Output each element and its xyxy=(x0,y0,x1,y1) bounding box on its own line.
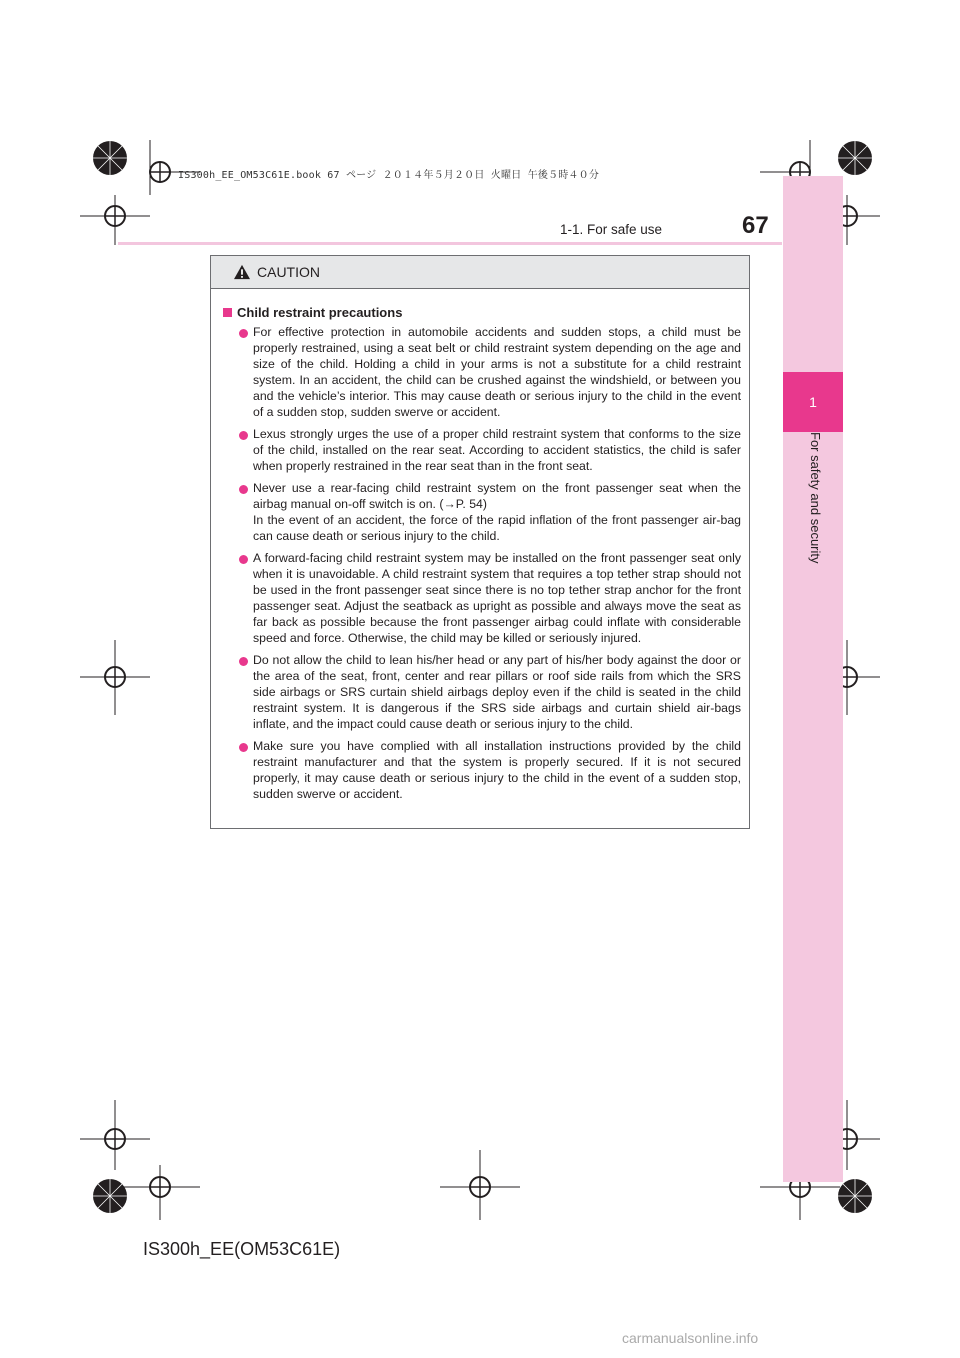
caution-body xyxy=(211,289,749,802)
caution-subhead-text: Child restraint precautions xyxy=(237,305,403,320)
caution-header xyxy=(211,256,749,289)
caution-item xyxy=(239,426,741,474)
section-title: 1-1. For safe use xyxy=(560,222,663,237)
caution-subhead xyxy=(223,305,741,320)
caution-item-text: A forward-facing child restraint system may be installed on the front passenger seat only when it is unavoidable. A child restraint system that requires a top tether strap should not be used in the front passenger seat since there is no top tether strap anchor for the front passenger seat. Adjust the seatback as upright as possible and always move the seat as far back as possible because the front passenger airbag could inflate with considerable speed and force. Otherwise, the child may be killed or seriously injured. xyxy=(253,551,741,645)
caution-item xyxy=(239,480,741,544)
bullet-icon xyxy=(239,329,248,338)
caution-item xyxy=(239,550,741,646)
caution-item-text: Never use a rear-facing child restraint system on the front passenger seat when the airbag manual on-off switch is on. (→P. 54) xyxy=(253,481,741,511)
chapter-title-vertical xyxy=(805,432,825,592)
header-divider xyxy=(118,242,782,245)
caution-item xyxy=(239,652,741,732)
square-bullet-icon xyxy=(223,308,232,317)
bullet-icon xyxy=(239,555,248,564)
caution-item-text: Lexus strongly urges the use of a proper child restraint system that conforms to the size of the child, installed on the rear seat. According to accident statistics, the child is safer when properly restrained in the rear seat than in the front seat. xyxy=(253,427,741,473)
print-header: IS300h_EE_OM53C61E.book 67 ページ ２０１４年５月２０日 火曜日 午後５時４０分 xyxy=(178,170,600,181)
warning-triangle-icon xyxy=(233,264,251,280)
caution-title: CAUTION xyxy=(257,264,320,280)
bullet-icon xyxy=(239,743,248,752)
chapter-number-tab: 1 xyxy=(783,372,843,432)
caution-item-text: Do not allow the child to lean his/her head or any part of his/her body against the door or the area of the seat, front, center and rear pillars or roof side rails from which the SRS side airbags or SRS curtain shield airbags deploy even if the child is seated in the child restraint system. It is dangerous if the SRS side airbags and curtain shield air-bags inflate, and the impact could cause death or serious injury to the child. xyxy=(253,653,741,731)
bullet-icon xyxy=(239,431,248,440)
caution-item xyxy=(239,738,741,802)
caution-item-text: Make sure you have complied with all installation instructions provided by the child restraint manufacturer and that the system is properly secured. If it is not secured properly, it may cause death or serious injury to the child in the event of a sudden stop, sudden swerve or accident. xyxy=(253,739,741,801)
model-code: IS300h_EE(OM53C61E) xyxy=(143,1239,341,1259)
caution-item xyxy=(239,324,741,420)
bullet-icon xyxy=(239,485,248,494)
page-number: 67 xyxy=(742,212,769,239)
chapter-side-strip xyxy=(783,176,843,1182)
chapter-title: For safety and security xyxy=(808,432,823,564)
watermark: carmanualsonline.info xyxy=(622,1330,759,1346)
caution-box xyxy=(210,255,750,829)
bullet-icon xyxy=(239,657,248,666)
caution-item-text: For effective protection in automobile accidents and sudden stops, a child must be properly restrained, using a seat belt or child restraint system depending on the age and size of the child. Holding a child in your arms is not a substitute for a child restraint system. In an accident, the child can be crushed against the windshield, or between you and the vehicle’s interior. This may cause death or serious injury to the child in the event of a sudden stop, sudden swerve or accident. xyxy=(253,325,741,419)
caution-item-continuation: In the event of an accident, the force of the rapid inflation of the front passenger air-bag can cause death or serious injury to the child. xyxy=(253,513,741,543)
